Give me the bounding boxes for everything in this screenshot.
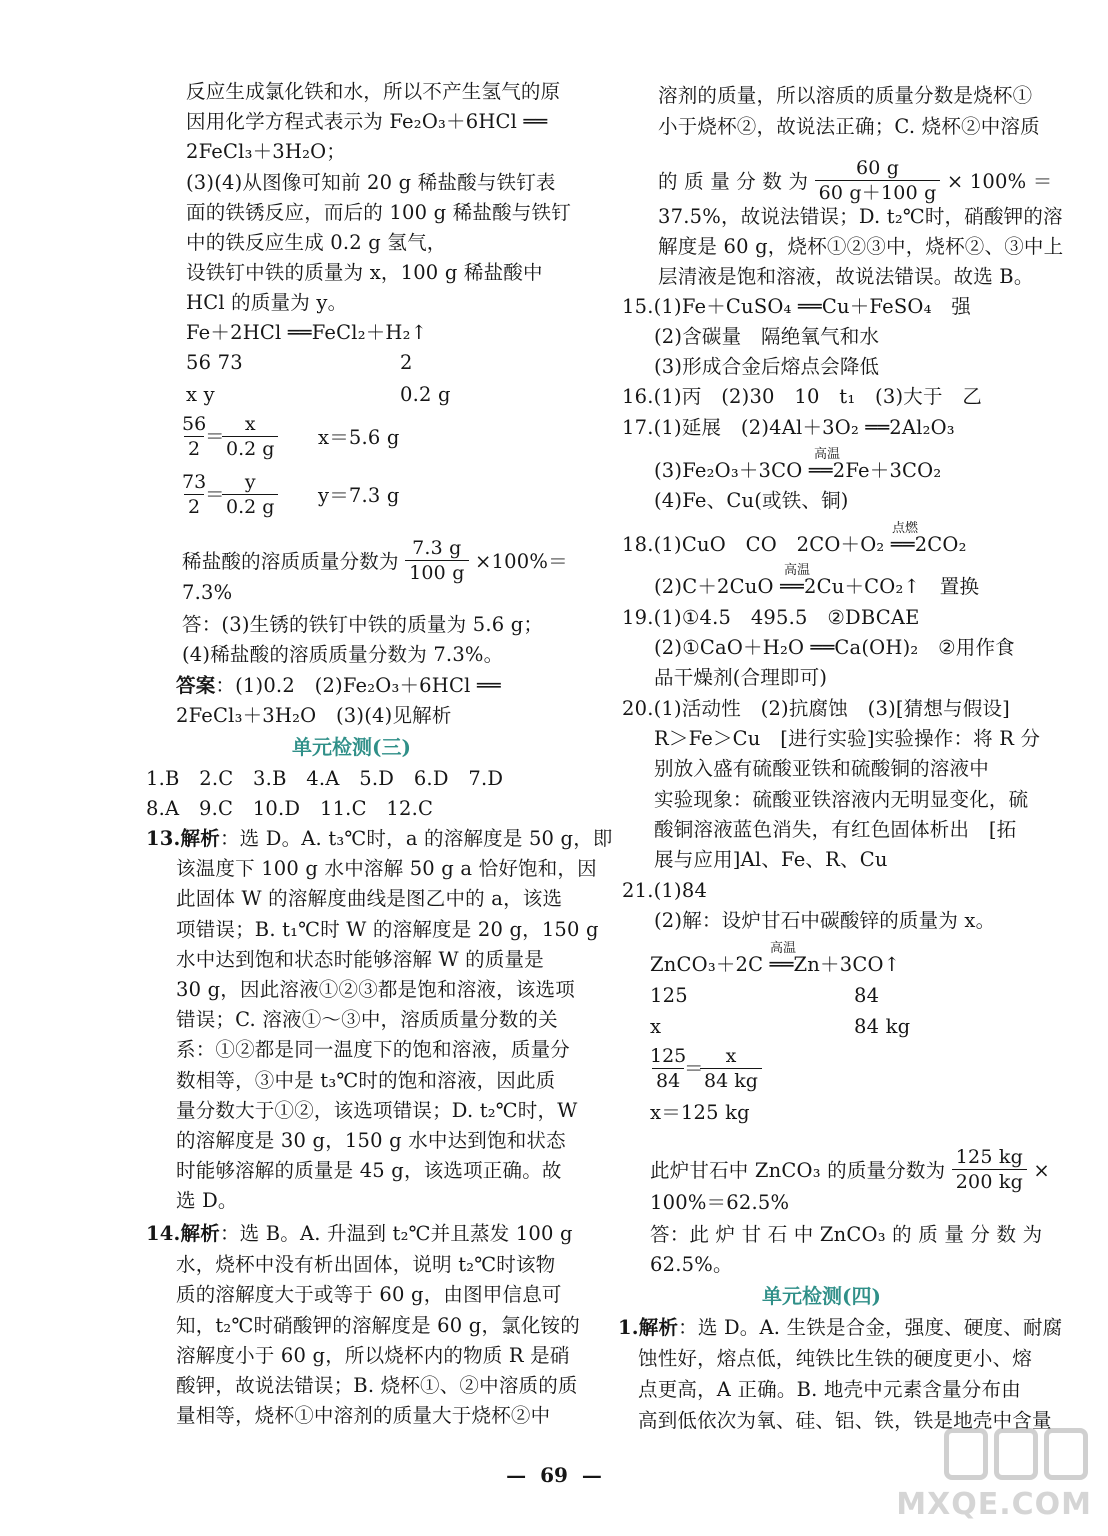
result: x＝5.6 g [318, 426, 400, 449]
reaction-condition: 点燃 [892, 521, 919, 536]
question-18: 18.(1)CuO CO 2CO＋O₂ ══2CO₂ [622, 533, 967, 556]
text-line: 量分数大于①②，该选项错误；D. t₂℃时，W [176, 1099, 578, 1122]
equals-sign: ＝ [205, 483, 225, 506]
equation-unknowns: x y [186, 383, 215, 406]
watermark-glyph [1044, 1428, 1088, 1480]
text-line: 答：(3)生锈的铁钉中铁的质量为 5.6 g； [182, 613, 544, 636]
fraction [952, 1145, 1027, 1194]
answer-row: 1.B 2.C 3.B 4.A 5.D 6.D 7.D [146, 767, 504, 790]
fraction [222, 412, 278, 461]
result: y＝7.3 g [318, 484, 400, 507]
text-line: 30 g，因此溶液①②③都是饱和溶液，该选项 [176, 978, 575, 1001]
watermark-logo [938, 1428, 1088, 1490]
fraction-numerator: 125 kg [955, 1146, 1023, 1168]
question-19: 19.(1)①4.5 495.5 ②DBCAE [622, 606, 920, 629]
fraction-numerator: x [244, 413, 256, 435]
text-line: 溶剂的质量，所以溶质的质量分数是烧杯① [658, 84, 1033, 107]
equation-coefficients: 56 73 [186, 351, 243, 374]
equation-line: Fe＋2HCl ══FeCl₂＋H₂↑ [186, 321, 428, 344]
text-line: (3)形成合金后熔点会降低 [654, 355, 880, 378]
fraction-numerator: 56 [182, 413, 207, 435]
text-line: 该温度下 100 g 水中溶解 50 g a 恰好饱和，因 [176, 857, 597, 880]
fraction-denominator: 0.2 g [222, 436, 278, 461]
equals-sign: ＝ [205, 425, 225, 448]
fraction-denominator: 60 g＋100 g [815, 180, 941, 205]
analysis-label: 1.解析 [618, 1316, 679, 1339]
text-line: 62.5%。 [650, 1253, 733, 1276]
text: × 100% ＝ [946, 170, 1053, 193]
answer-label: 答案 [176, 674, 216, 697]
text: ：选 D。A. t₃℃时，a 的溶解度是 50 g，即 [219, 827, 613, 850]
reaction-condition: 高温 [814, 447, 841, 462]
text-line: 别放入盛有硫酸亚铁和硫酸铜的溶液中 [654, 757, 989, 780]
text-line: 2FeCl₃＋3H₂O (3)(4)见解析 [176, 704, 452, 727]
text-line: HCl 的质量为 y。 [186, 291, 348, 314]
text: ：(1)0.2 (2)Fe₂O₃＋6HCl ══ [215, 674, 501, 697]
fraction-denominator: 200 kg [952, 1169, 1027, 1194]
equation-unknowns: x [650, 1015, 662, 1038]
text-line: 水，烧杯中没有析出固体，说明 t₂℃时该物 [176, 1253, 556, 1276]
text-line: 项错误；B. t₁℃时 W 的溶解度是 20 g，150 g [176, 918, 599, 941]
equation-line: (3)Fe₂O₃＋3CO ══2Fe＋3CO₂ [654, 459, 942, 482]
question-16: 16.(1)丙 (2)30 10 t₁ (3)大于 乙 [622, 385, 983, 408]
text: ×100%＝ [474, 550, 568, 573]
equation-coefficients: 125 [650, 984, 688, 1007]
analysis-label: 14.解析 [146, 1222, 220, 1245]
text-line: 100%＝62.5% [650, 1191, 790, 1214]
fraction-denominator: 2 [184, 494, 204, 519]
page-number-value: 69 [540, 1463, 568, 1487]
watermark [896, 1426, 1096, 1526]
text-line: 此固体 W 的溶解度曲线是图乙中的 a，该选 [176, 887, 563, 910]
text-line: 反应生成氯化铁和水，所以不产生氢气的原 [186, 80, 561, 103]
text-line: R＞Fe＞Cu [进行实验]实验操作：将 R 分 [654, 727, 1041, 750]
text-line: (4)Fe、Cu(或铁、铜) [654, 489, 849, 512]
fraction-numerator: y [244, 471, 256, 493]
fraction-denominator: 2 [184, 436, 204, 461]
text-line: 蚀性好，熔点低，纯铁比生铁的硬度更小、熔 [638, 1347, 1033, 1370]
text-line: (2)含碳量 隔绝氧气和水 [654, 325, 880, 348]
text: ：选 D。A. 生铁是合金，强度、硬度、耐腐 [678, 1316, 1063, 1339]
text-line: 量相等，烧杯①中溶剂的质量大于烧杯②中 [176, 1404, 551, 1427]
section-heading: 单元检测(三) [292, 735, 411, 759]
text-line: 溶解度小于 60 g，所以烧杯内的物质 R 是硝 [176, 1344, 570, 1367]
question-17: 17.(1)延展 (2)4Al＋3O₂ ══2Al₂O₃ [622, 416, 955, 439]
text-line: 层清液是饱和溶液，故说法错误。故选 B。 [658, 265, 1034, 288]
dash: — [506, 1463, 541, 1487]
text-line: 设铁钉中铁的质量为 x，100 g 稀盐酸中 [186, 261, 543, 284]
text-line [658, 158, 1052, 207]
text-line: 37.5%，故说法错误；D. t₂℃时，硝酸钾的溶 [658, 205, 1063, 228]
text-line: 错误；C. 溶液①～③中，溶质质量分数的关 [176, 1008, 558, 1031]
equation-coefficients: 84 [854, 984, 880, 1007]
text-line: 酸钾，故说法错误；B. 烧杯①、②中溶质的质 [176, 1374, 578, 1397]
answer-row: 8.A 9.C 10.D 11.C 12.C [146, 797, 434, 820]
text-line: (2)解：设炉甘石中碳酸锌的质量为 x。 [654, 909, 996, 932]
text-line: 点更高，A 正确。B. 地壳中元素含量分布由 [638, 1378, 1021, 1401]
fraction-denominator: 84 kg [700, 1068, 762, 1093]
fraction-denominator: 84 [652, 1068, 684, 1093]
fraction-numerator: 73 [182, 471, 207, 493]
question-21: 21.(1)84 [622, 879, 708, 902]
text-line: 时能够溶解的质量是 45 g，该选项正确。故 [176, 1159, 562, 1182]
watermark-glyph [994, 1428, 1038, 1480]
fraction-denominator: 0.2 g [222, 494, 278, 519]
text: 此炉甘石中 ZnCO₃ 的质量分数为 [650, 1159, 946, 1182]
text: 稀盐酸的溶质质量分数为 [182, 550, 399, 573]
text-line: 质的溶解度大于或等于 60 g，由图甲信息可 [176, 1283, 562, 1306]
fraction-denominator: 100 g [405, 560, 468, 585]
text: 的 质 量 分 数 为 [658, 170, 809, 193]
equation-line: (2)C＋2CuO ══2Cu＋CO₂↑ 置换 [654, 575, 980, 598]
text-line: (4)稀盐酸的溶质质量分数为 7.3%。 [182, 643, 504, 666]
text-line: 2FeCl₃＋3H₂O； [186, 140, 346, 163]
text-line: 解度是 60 g，烧杯①②③中，烧杯②、③中上 [658, 235, 1064, 258]
text-line: 中的铁反应生成 0.2 g 氢气， [186, 231, 447, 254]
text-line: 系：①②都是同一温度下的饱和溶液，质量分 [176, 1038, 571, 1061]
text-line [182, 538, 568, 587]
text-line: 水中达到饱和状态时能够溶解 W 的质量是 [176, 948, 544, 971]
equation-unknowns: 84 kg [854, 1015, 911, 1038]
analysis-label: 13.解析 [146, 827, 220, 850]
reaction-condition: 高温 [770, 941, 797, 956]
text-line: 的溶解度是 30 g，150 g 水中达到饱和状态 [176, 1129, 566, 1152]
fraction-numerator: x [725, 1045, 737, 1067]
answer-line [176, 671, 501, 701]
dash: — [567, 1463, 602, 1487]
watermark-glyph [944, 1428, 988, 1480]
fraction-numerator: 60 g [855, 157, 900, 179]
fraction [405, 536, 468, 585]
equation-coefficients: 2 [400, 351, 413, 374]
text-line: (2)①CaO＋H₂O ══Ca(OH)₂ ②用作食 [654, 636, 1015, 659]
text-line: 高到低依次为氧、硅、铝、铁，铁是地壳中含量 [638, 1409, 1052, 1432]
text-line: 数相等，③中是 t₃℃时的饱和溶液，因此质 [176, 1069, 556, 1092]
fraction-numerator: 125 [650, 1045, 687, 1067]
text-line: 7.3% [182, 581, 233, 604]
result: x＝125 kg [650, 1101, 750, 1124]
equation-unknowns: 0.2 g [400, 383, 451, 406]
text-line: 实验现象：硫酸亚铁溶液内无明显变化，硫 [654, 788, 1029, 811]
fraction [222, 470, 278, 519]
text-line: 酸铜溶液蓝色消失，有红色固体析出 [拓 [654, 818, 1017, 841]
text-line: (3)(4)从图像可知前 20 g 稀盐酸与铁钉表 [186, 171, 556, 194]
text-line: 答：此 炉 甘 石 中 ZnCO₃ 的 质 量 分 数 为 [650, 1223, 1043, 1246]
fraction-numerator: 7.3 g [412, 537, 462, 559]
fraction [700, 1044, 762, 1093]
text-line: 品干燥剂(合理即可) [654, 666, 828, 689]
text-line: 因用化学方程式表示为 Fe₂O₃＋6HCl ══ [186, 110, 548, 133]
equals-sign: ＝ [684, 1057, 704, 1080]
text-line: 选 D。 [176, 1189, 238, 1212]
fraction [815, 156, 941, 205]
section-heading: 单元检测(四) [762, 1284, 881, 1308]
question-15: 15.(1)Fe＋CuSO₄ ══Cu＋FeSO₄ 强 [622, 295, 972, 318]
question-1 [618, 1313, 1062, 1343]
text-line: 面的铁锈反应，而后的 100 g 稀盐酸与铁钉 [186, 201, 571, 224]
text-line: 知，t₂℃时硝酸钾的溶解度是 60 g，氯化铵的 [176, 1314, 580, 1337]
watermark-text: MXQE.COM [896, 1487, 1092, 1522]
question-13 [146, 824, 613, 854]
text-line: 展与应用]Al、Fe、R、Cu [654, 848, 888, 871]
equation-line: ZnCO₃＋2C ══Zn＋3CO↑ [650, 953, 901, 976]
text: × [1033, 1159, 1050, 1182]
reaction-condition: 高温 [784, 563, 811, 578]
question-14 [146, 1219, 573, 1249]
text: ：选 B。A. 升温到 t₂℃并且蒸发 100 g [219, 1222, 573, 1245]
text-line: 小于烧杯②，故说法正确；C. 烧杯②中溶质 [658, 115, 1040, 138]
question-20: 20.(1)活动性 (2)抗腐蚀 (3)[猜想与假设] [622, 697, 1010, 720]
